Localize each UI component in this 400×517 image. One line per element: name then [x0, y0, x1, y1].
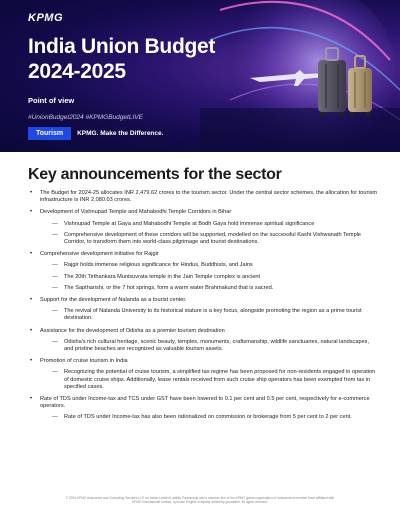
- slogan: KPMG. Make the Difference.: [77, 130, 164, 137]
- sector-tag: Tourism: [28, 127, 71, 140]
- announcement-subitem: — Odisha's rich cultural heritage, scenic beauty, temples, monuments, craftsmanship, wildlife sanctuaries, natural landscapes, and pristine beaches are recognized as valuable tourism assets.: [40, 339, 378, 353]
- announcement-item: [28, 328, 378, 354]
- announcement-subitem: — Rate of TDS under Income-tax has also been rationalized on commission or brokerage from 5 per cent to 2 per cent.: [40, 414, 378, 421]
- announcement-text: • Support for the development of Nalanda as a tourist center.: [40, 297, 187, 304]
- announcement-subitem: — The 20th Tirthankara Munisuvrata temple in the Jain Temple complex is ancient: [40, 274, 378, 281]
- announcement-subitem: — Comprehensive development of these corridors will be supported, modelled on the successful Kashi Vishwanath Temple Corridor, to transform them into world-class pilgrimage and tourist destinations.: [40, 232, 378, 246]
- title-line-2: 2024-2025: [28, 60, 126, 83]
- footer-line-2: KPMG International Limited, a private English company limited by guarantee. All rights reserved.: [132, 500, 268, 505]
- announcement-item: [28, 190, 378, 204]
- announcement-item: [28, 358, 378, 391]
- announcement-text: • Rate of TDS under Income-tax and TCS under GST have been lowered to 0.1 per cent and 0.5 per cent, respectively for e-commerce operators.: [40, 396, 370, 410]
- announcement-item: [28, 209, 378, 246]
- sector-tag-row: [28, 127, 163, 140]
- announcement-item: [28, 251, 378, 292]
- title-line-1: India Union Budget: [28, 35, 216, 58]
- announcement-subitem: — The revival of Nalanda University to its historical stature is a key focus, alongside promoting the region as a prime tourist destination.: [40, 308, 378, 322]
- announcement-text: • Assistance for the development of Odisha as a premier tourism destination: [40, 327, 225, 334]
- floor-band: [200, 108, 400, 152]
- announcement-text: • The Budget for 2024-25 allocates INR 2,479.62 crores to the tourism sector. Under the central sector schemes, the allocation for tourism infrastructure is INR 2,080.03 crores.: [40, 190, 378, 204]
- hashtag-text: #UnionBudget2024 #KPMGBudgetLIVE: [28, 114, 143, 121]
- announcement-text: • Promotion of cruise tourism in India: [40, 358, 128, 365]
- announcement-text: • Comprehensive development initiative for Rajgir: [40, 251, 159, 258]
- announcement-item: [28, 297, 378, 323]
- announcement-text: • Development of Vishnupad Temple and Mahabodhi Temple Corridors in Bihar: [40, 209, 232, 216]
- announcement-item: [28, 396, 378, 422]
- page-title: [28, 34, 228, 84]
- hero-banner: [0, 0, 400, 152]
- footer-line-1: © 2024 KPMG Assurance and Consulting Services LLP, an Indian Limited Liability Partnership and a member firm of the KPMG global organization of independent member firms affiliated with: [65, 496, 335, 500]
- travel-illustration: [200, 0, 400, 152]
- announcement-subitem: — Vishnupad Temple at Gaya and Mahabodhi Temple at Bodh Gaya hold immense spiritual significance: [40, 221, 378, 228]
- announcement-list: [28, 190, 378, 427]
- announcement-subitem: — Rajgir holds immense religious significance for Hindus, Buddhists, and Jains: [40, 262, 378, 269]
- kpmg-logo: KPMG: [28, 12, 63, 24]
- announcement-subitem: — Recognizing the potential of cruise tourism, a simplified tax regime has been proposed for non-residents engaged in operation of domestic cruise ships. Additionally, lease rentals received from such cruise ship operators has been exempted from tax in specified cases.: [40, 369, 378, 391]
- footer-legal: [20, 496, 380, 504]
- subtitle: Point of view: [28, 96, 75, 105]
- section-heading: Key announcements for the sector: [28, 166, 282, 183]
- announcement-subitem: — The Saptharishi, or the 7 hot springs, form a warm water Brahmakund that is sacred.: [40, 285, 378, 292]
